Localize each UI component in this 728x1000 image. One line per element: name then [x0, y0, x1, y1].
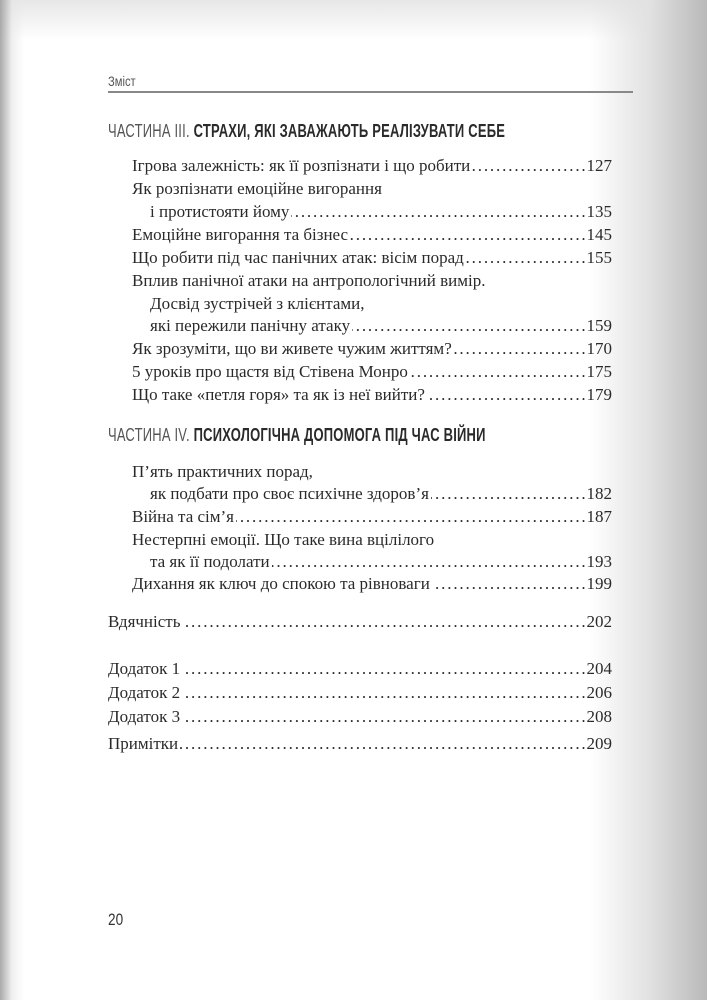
dot-leader — [272, 551, 585, 573]
dot-leader — [431, 483, 585, 505]
entry-page: 199 — [586, 574, 612, 593]
entry-page: 135 — [586, 202, 612, 221]
toc-line — [132, 506, 612, 528]
entry-page: 170 — [586, 339, 612, 358]
entry-title: Війна та сім’я — [132, 507, 234, 526]
entry-title: П’ять практичних порад, — [132, 462, 313, 481]
dot-leader — [182, 706, 584, 728]
running-header: Зміст — [108, 73, 136, 89]
part-title: ПСИХОЛОГІЧНА ДОПОМОГА ПІД ЧАС ВІЙНИ — [193, 425, 486, 445]
entry-title: Вдячність — [108, 612, 181, 631]
entry-page: 155 — [586, 248, 612, 267]
part-label: ЧАСТИНА IV. — [108, 425, 190, 445]
toc-line — [132, 247, 612, 269]
dot-leader — [427, 384, 585, 406]
toc-line — [150, 483, 612, 505]
toc-line — [132, 178, 612, 200]
entry-title: які пережили панічну атаку — [150, 316, 351, 335]
entry-title: 5 уроків про щастя від Стівена Монро — [132, 362, 408, 381]
entry-page: 145 — [586, 225, 612, 244]
toc-line — [108, 706, 612, 728]
entry-title: Додаток 1 — [108, 659, 181, 678]
entry-page: 206 — [586, 683, 612, 702]
toc-line — [132, 384, 612, 406]
entry-title: Додаток 3 — [108, 707, 181, 726]
entry-title: Досвід зустрічей з клієнтами, — [150, 294, 365, 313]
entry-title: Дихання як ключ до спокою та рівноваги — [132, 574, 430, 593]
part-heading — [108, 425, 486, 446]
dot-leader — [182, 611, 584, 633]
toc-line — [150, 293, 612, 315]
entry-page: 175 — [586, 362, 612, 381]
entry-page: 179 — [586, 385, 612, 404]
toc-line — [132, 361, 612, 383]
entry-page: 204 — [586, 659, 612, 678]
part-label: ЧАСТИНА III. — [108, 121, 190, 141]
dot-leader — [352, 315, 584, 337]
dot-leader — [291, 201, 584, 223]
entry-title: Як зрозуміти, що ви живете чужим життям? — [132, 339, 452, 358]
entry-page: 127 — [586, 156, 612, 175]
toc-line — [132, 529, 612, 551]
toc-line — [150, 201, 612, 223]
entry-title: Що робити під час панічних атак: вісім порад — [132, 248, 464, 267]
toc-line — [150, 315, 612, 337]
dot-leader — [472, 155, 584, 177]
part-title: СТРАХИ, ЯКІ ЗАВАЖАЮТЬ РЕАЛІЗУВАТИ СЕБЕ — [193, 121, 506, 141]
dot-leader — [182, 658, 584, 680]
dot-leader — [180, 733, 584, 755]
entry-page: 208 — [586, 707, 612, 726]
entry-page: 182 — [586, 484, 612, 503]
entry-title: та як її подолати — [150, 552, 270, 571]
dot-leader — [410, 361, 585, 383]
entry-page: 193 — [586, 552, 612, 571]
toc-line — [108, 682, 612, 704]
dot-leader — [466, 247, 585, 269]
toc-line — [108, 611, 612, 633]
dot-leader — [454, 338, 585, 360]
dot-leader — [432, 573, 585, 595]
entry-title: Ігрова залежність: як її розпізнати і що робити — [132, 156, 471, 175]
part-heading — [108, 121, 505, 142]
entry-title: як подбати про своє психічне здоров’я — [150, 484, 429, 503]
dot-leader — [182, 682, 584, 704]
entry-title: і протистояти йому — [150, 202, 290, 221]
toc-line — [132, 224, 612, 246]
dot-leader — [350, 224, 584, 246]
entry-page: 159 — [586, 316, 612, 335]
entry-title: Додаток 2 — [108, 683, 181, 702]
page-number: 20 — [108, 910, 124, 929]
entry-title: Емоційне вигорання та бізнес — [132, 225, 349, 244]
header-rule — [108, 91, 633, 93]
toc-line — [132, 461, 612, 483]
entry-page: 202 — [586, 612, 612, 631]
toc-line — [132, 270, 612, 292]
toc-line — [108, 733, 612, 755]
toc-line — [150, 551, 612, 573]
toc-line — [132, 155, 612, 177]
entry-page: 209 — [586, 734, 612, 753]
entry-page: 187 — [586, 507, 612, 526]
entry-title: Що таке «петля горя» та як із неї вийти? — [132, 385, 425, 404]
entry-title: Примітки — [108, 734, 179, 753]
dot-leader — [236, 506, 585, 528]
toc-line — [132, 573, 612, 595]
entry-title: Вплив панічної атаки на антропологічний вимір. — [132, 271, 486, 290]
toc-line — [132, 338, 612, 360]
entry-title: Як розпізнати емоційне вигорання — [132, 179, 382, 198]
entry-title: Нестерпні емоції. Що таке вина вцілілого — [132, 530, 435, 549]
toc-line — [108, 658, 612, 680]
